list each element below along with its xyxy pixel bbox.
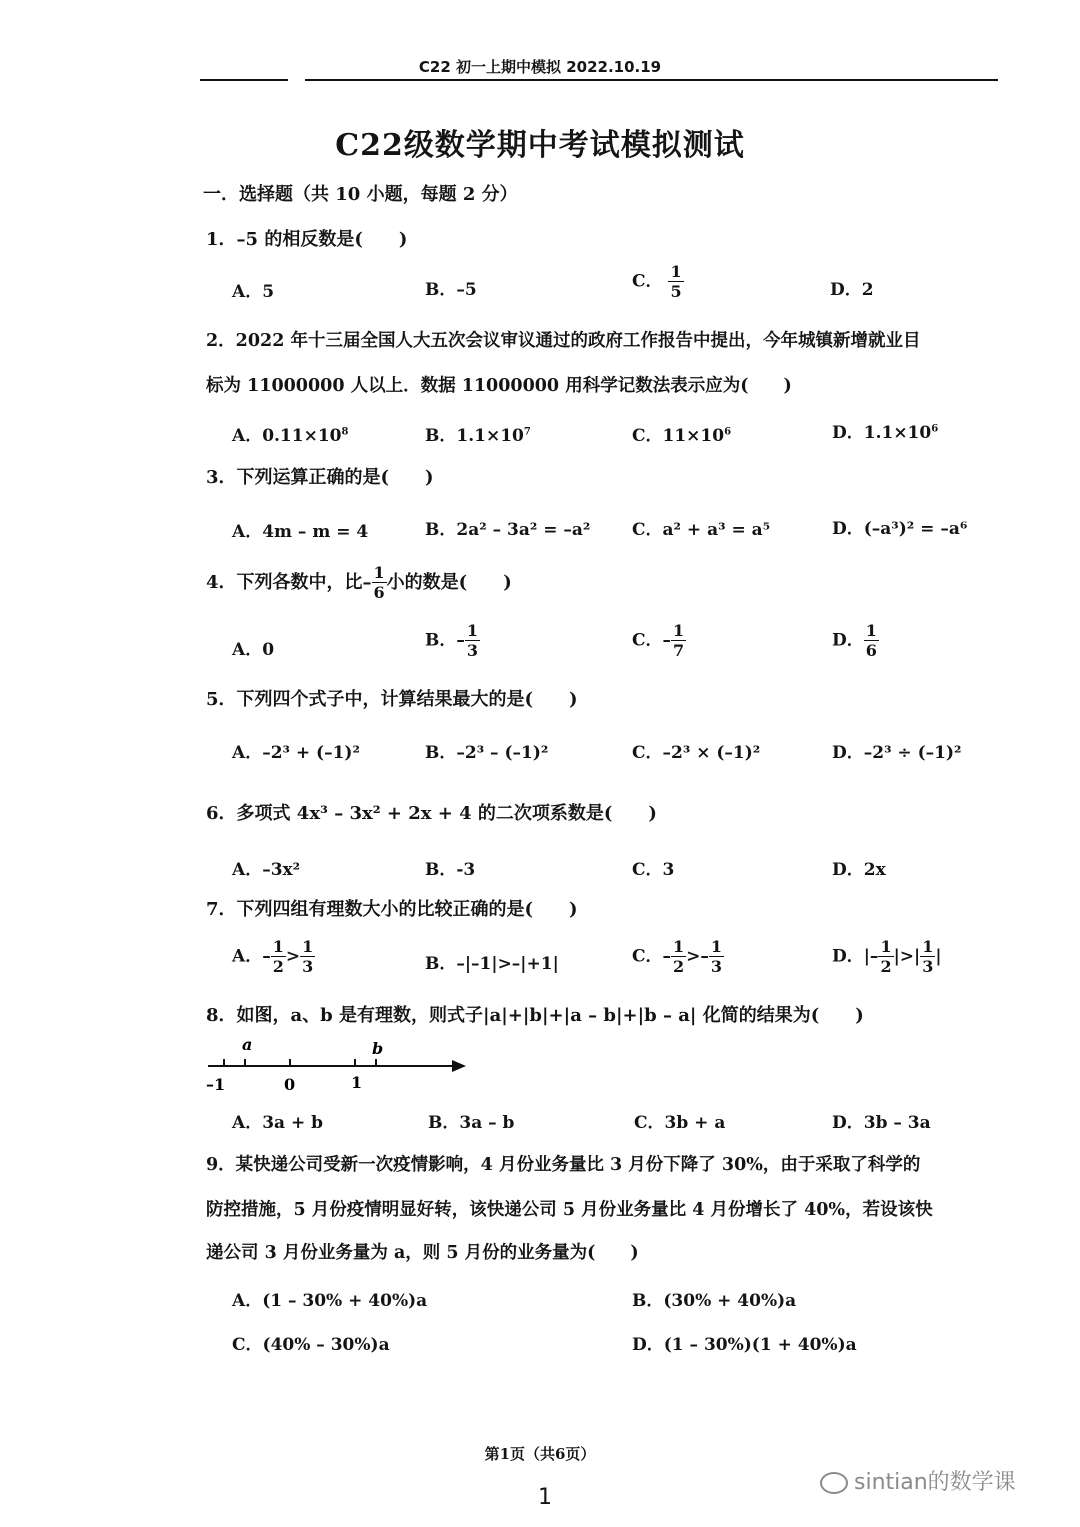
q4-option-c: C．– $\frac{1}{7}$ bbox=[632, 621, 685, 660]
q4-option-b-fraction: $\frac{1}{3}$ bbox=[466, 621, 479, 660]
question-7-stem: 7．下列四组有理数大小的比较正确的是( ) bbox=[206, 899, 578, 920]
q5-option-a: A．–2³ + (–1)² bbox=[232, 743, 360, 763]
q8-option-c: C．3b + a bbox=[634, 1113, 726, 1133]
q1-option-c-fraction: $\frac{1}{5}$ bbox=[670, 262, 682, 301]
q1-option-d: D．2 bbox=[830, 280, 874, 300]
q1-option-b: B．–5 bbox=[425, 280, 477, 300]
page-number: 1 bbox=[538, 1485, 552, 1510]
q5-option-d: D．–2³ ÷ (–1)² bbox=[832, 743, 962, 763]
q6-option-b: B．-3 bbox=[425, 860, 476, 880]
q9-option-d: D．(1 – 30%)(1 + 40%)a bbox=[632, 1335, 857, 1355]
question-9-line-2: 防控措施，5 月份疫情明显好转，该快递公司 5 月份业务量比 4 月份增长了 40%，若设该快 bbox=[206, 1200, 933, 1220]
q8-option-d: D．3b – 3a bbox=[832, 1113, 931, 1133]
q8-option-b: B．3a – b bbox=[428, 1113, 515, 1133]
q3-option-c: C．a² + a³ = a⁵ bbox=[632, 520, 771, 540]
label-1: 1 bbox=[351, 1073, 363, 1092]
q6-option-d: D．2x bbox=[832, 860, 886, 880]
q3-option-b: B．2a² – 3a² = –a² bbox=[425, 520, 591, 540]
q6-option-c: C．3 bbox=[632, 860, 675, 880]
label-b: b bbox=[372, 1039, 384, 1058]
q2-option-a: A．$0.11\times 10^8$ bbox=[232, 426, 349, 446]
number-line-arrow bbox=[452, 1060, 466, 1072]
question-1-stem: 1．–5 的相反数是( ) bbox=[206, 229, 408, 250]
q3-option-a: A．4m – m = 4 bbox=[232, 522, 369, 542]
q1-option-a: A．5 bbox=[232, 282, 275, 302]
q5-option-c: C．–2³ × (–1)² bbox=[632, 743, 761, 763]
q9-option-a: A．(1 – 30% + 40%)a bbox=[232, 1291, 428, 1311]
q7-option-a: A．– $\frac{1}{2}$ > $\frac{1}{3}$ bbox=[232, 937, 314, 976]
question-6-stem: 6．多项式 4x³ – 3x² + 2x + 4 的二次项系数是( ) bbox=[206, 803, 657, 824]
question-9-line-1: 9．某快递公司受新一次疫情影响，4 月份业务量比 3 月份下降了 30%，由于采取了科学的 bbox=[206, 1155, 921, 1175]
q4-stem-fraction: $\frac{1}{6}$ bbox=[373, 563, 385, 602]
q4-option-d: D． $\frac{1}{6}$ bbox=[832, 621, 877, 660]
page-title: C22级数学期中考试模拟测试 bbox=[335, 128, 745, 163]
question-4-stem: 4．下列各数中，比– $\frac{1}{6}$ 小的数是( ) bbox=[206, 563, 512, 602]
q6-option-a: A．–3x² bbox=[232, 860, 301, 880]
q7-option-c: C．– $\frac{1}{2}$ >– $\frac{1}{3}$ bbox=[632, 937, 723, 976]
q9-option-b: B．(30% + 40%)a bbox=[632, 1291, 797, 1311]
q7-option-b: B．–|–1|>–|+1| bbox=[425, 954, 559, 974]
exam-header: C22 初一上期中模拟 2022.10.19 bbox=[418, 58, 662, 76]
label-a: a bbox=[242, 1035, 253, 1054]
q5-option-b: B．–2³ – (–1)² bbox=[425, 743, 549, 763]
number-line-figure bbox=[200, 1030, 480, 1100]
q1-option-c-label: C． bbox=[632, 271, 663, 292]
q2-option-b: B．$1.1\times 10^7$ bbox=[425, 426, 531, 446]
wechat-icon bbox=[820, 1472, 848, 1494]
label-0: 0 bbox=[284, 1075, 296, 1094]
question-5-stem: 5．下列四个式子中，计算结果最大的是( ) bbox=[206, 689, 578, 710]
q2-option-d: D．$1.1\times 10^6$ bbox=[832, 423, 939, 443]
question-2-line-1: 2．2022 年十三届全国人大五次会议审议通过的政府工作报告中提出，今年城镇新增就业目 bbox=[206, 331, 921, 351]
q4-option-a: A．0 bbox=[232, 640, 275, 660]
q9-option-c: C．(40% – 30%)a bbox=[232, 1335, 390, 1355]
q4-option-d-fraction: $\frac{1}{6}$ bbox=[865, 621, 877, 660]
question-3-stem: 3．下列运算正确的是( ) bbox=[206, 467, 434, 488]
q2-option-c: C．$11\times 10^6$ bbox=[632, 426, 732, 446]
question-2-line-2: 标为 11000000 人以上．数据 11000000 用科学记数法表示应为( ) bbox=[206, 376, 792, 396]
label-minus-1: –1 bbox=[206, 1075, 226, 1094]
q8-option-a: A．3a + b bbox=[232, 1113, 324, 1133]
q7-option-d: D．|– $\frac{1}{2}$ |>| $\frac{1}{3}$ | bbox=[832, 937, 942, 976]
q1-option-c bbox=[632, 264, 684, 300]
question-9-line-3: 递公司 3 月份业务量为 a，则 5 月份的业务量为( ) bbox=[206, 1243, 639, 1263]
watermark: sintian的数学课 bbox=[820, 1465, 1016, 1496]
q4-option-b: B．– $\frac{1}{3}$ bbox=[425, 621, 479, 660]
question-8-stem: 8．如图，a、b 是有理数，则式子|a|+|b|+|a – b|+|b – a| 化简的结果为( ) bbox=[206, 1005, 864, 1026]
section-heading: 一．选择题（共 10 小题，每题 2 分） bbox=[203, 184, 518, 205]
header-rule-left bbox=[200, 79, 288, 81]
page-footer: 第1页（共6页） bbox=[484, 1445, 596, 1463]
q4-option-c-fraction: $\frac{1}{7}$ bbox=[673, 621, 685, 660]
header-rule-right bbox=[305, 79, 998, 81]
q3-option-d: D．(–a³)² = –a⁶ bbox=[832, 519, 968, 539]
